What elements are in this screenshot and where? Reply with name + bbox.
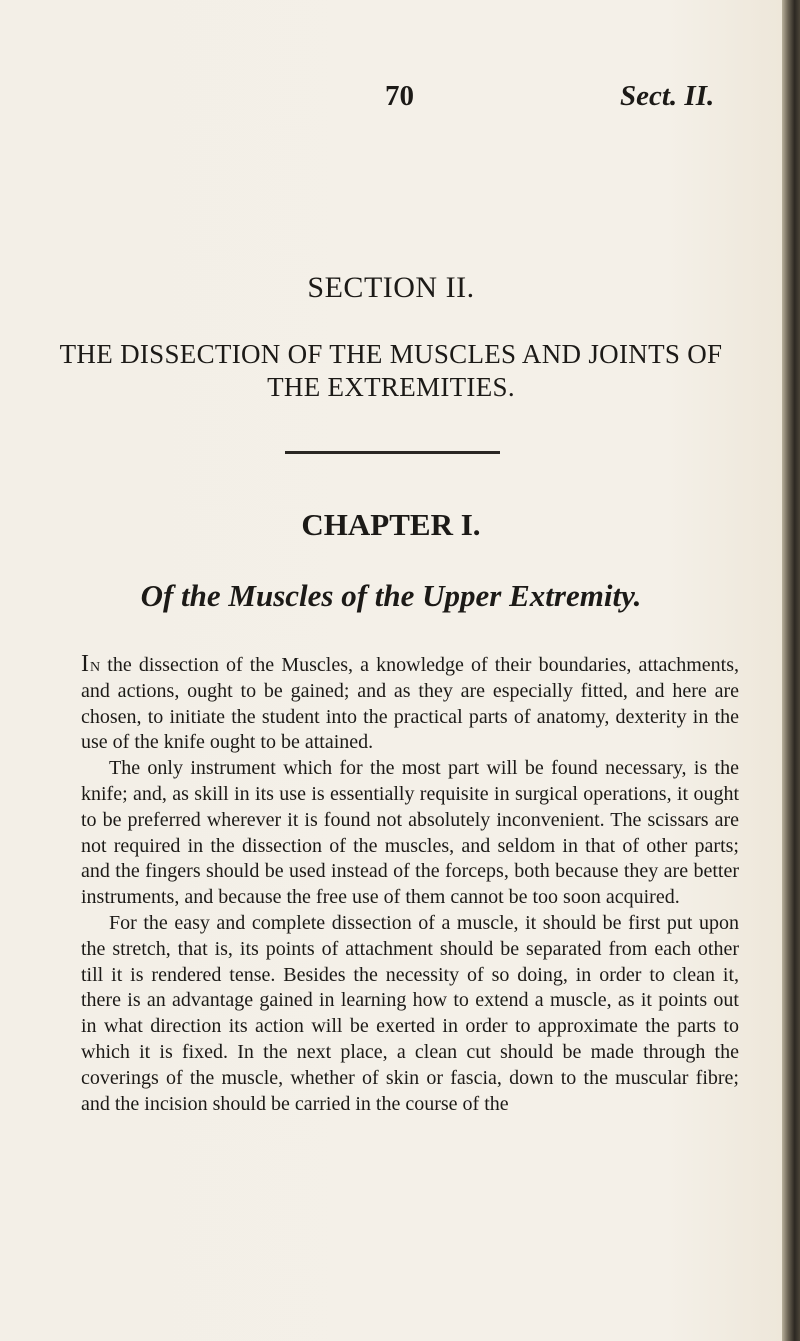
section-heading: SECTION II. bbox=[307, 271, 475, 304]
section-title: THE DISSECTION OF THE MUSCLES AND JOINTS OF THE EXTREMITIES. bbox=[59, 339, 723, 402]
paragraph-1-text: the dissection of the Muscles, a knowledge of their boundaries, attachments, and actions, ought to be gained; and as they are especially fitted, and here are chosen, to initiate the student into the practical parts of anatomy, dexterity in the use of the knife ought to be attained. bbox=[81, 654, 739, 754]
paragraph-3: For the easy and complete dissection of a muscle, it should be first put upon the stretch, that is, its points of attachment should be separated from each other till it is rendered tense. Besides the necessity of so doing, in order to clean it, there is an advantage gained in learning how to extend a muscle, as it points out in what direction its action will be exerted in order to approximate the parts to which it is fixed. In the next place, a clean cut should be made through the coverings of the muscle, whether of skin or fascia, down to the muscular fibre; and the incision should be carried in the course of the bbox=[81, 911, 739, 1115]
initial-letter: I bbox=[81, 651, 90, 677]
chapter-title: Of the Muscles of the Upper Extremity. bbox=[140, 578, 642, 613]
body-text bbox=[81, 652, 739, 1117]
running-head-section: Sect. II. bbox=[620, 80, 715, 112]
chapter-heading: CHAPTER I. bbox=[301, 507, 481, 542]
initial-small-caps: n bbox=[90, 654, 101, 676]
paragraph-2: The only instrument which for the most part will be found necessary, is the knife; and, as skill in its use is essentially requisite in surgical operations, it ought to be preferred wherever it is found not absolutely inconvenient. The scissars are not required in the dissection of the muscles, and seldom in that of other parts; and the fingers should be used instead of the forceps, both because they are better instruments, and because the free use of them cannot be too soon acquired. bbox=[81, 757, 739, 909]
paragraph-1 bbox=[81, 652, 739, 756]
running-head bbox=[0, 80, 782, 120]
page-edge-shadow bbox=[782, 0, 800, 1341]
section-divider-rule bbox=[285, 451, 500, 454]
page-number: 70 bbox=[385, 80, 414, 112]
